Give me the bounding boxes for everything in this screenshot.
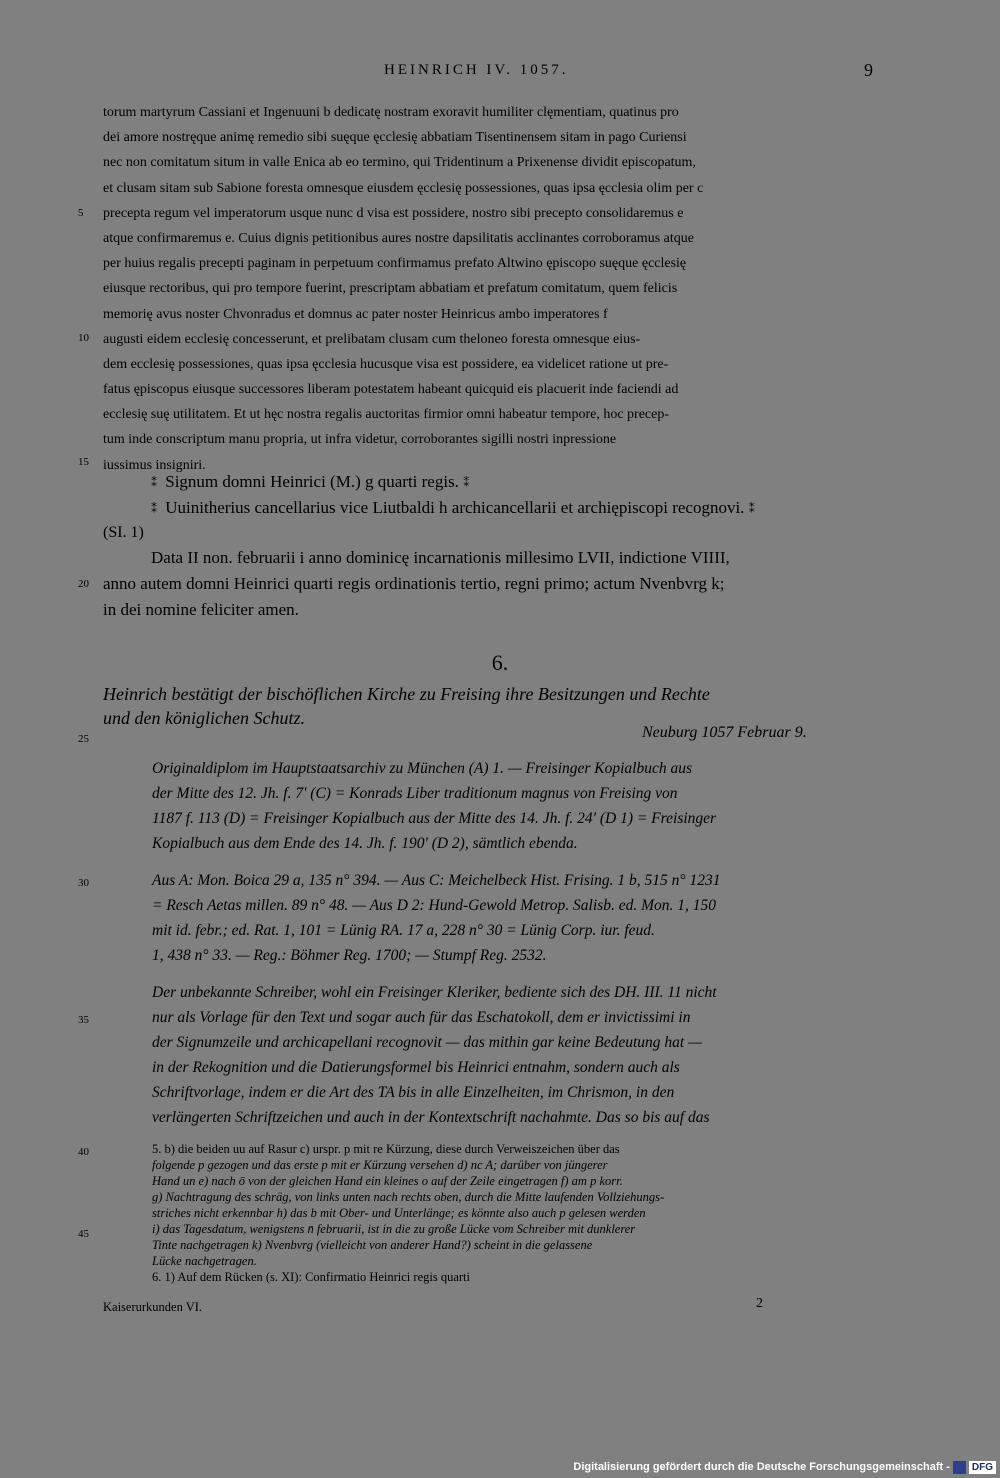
dfg-logo: DFG [969, 1461, 996, 1474]
paragraph-line: der Signumzeile und archicapellani recognovit — das mithin gar keine Bedeutung hat — [152, 1034, 702, 1051]
footer-signature: 2 [756, 1296, 763, 1311]
credit-text: Digitalisierung gefördert durch die Deutsche Forschungsgemeinschaft - [573, 1461, 950, 1473]
line-number: 15 [78, 456, 89, 468]
cross-mark-icon: ⁑ [463, 476, 469, 491]
dating-block [103, 548, 878, 626]
line-number: 25 [78, 733, 89, 745]
footnote-line: g) Nachtragung des schräg, von links unten nach rechts oben, durch die Mitte laufenden Vollziehungs- [152, 1190, 665, 1204]
text-line: precepta regum vel imperatorum usque nunc d visa est possidere, nostro sibi precepto consolidaremus e [103, 205, 684, 221]
paragraph-line: Kopialbuch aus dem Ende des 14. Jh. f. 190' (D 2), sämtlich ebenda. [152, 835, 578, 852]
text-line: et clusam sitam sub Sabione foresta omnesque eiusdem ęcclesię possessiones, quas ipsa ęcclesia olim per c [103, 180, 704, 196]
signum-line [103, 472, 883, 498]
dating-line: anno autem domni Heinrici quarti regis ordinationis tertio, regni primo; actum Nvenbvrg k; [103, 574, 725, 593]
credit-bar [569, 1456, 1000, 1478]
signum-block [103, 472, 883, 524]
text-line: ecclesię suę utilitatem. Et ut hęc nostra regalis auctoritas firmior omni habeatur tempore, hoc precep- [103, 407, 670, 423]
paragraph-line: 1187 f. 113 (D) = Freisinger Kopialbuch aus der Mitte des 14. Jh. f. 24' (D 1) = Freisinger [152, 810, 717, 827]
page-number: 9 [864, 60, 873, 80]
dating-line: in dei nomine feliciter amen. [103, 600, 299, 619]
text-line: eiusque rectoribus, qui pro tempore fuerint, prescriptam abbatiam et prefatum comitatum, quem felicis [103, 281, 678, 297]
text-line: tum inde conscriptum manu propria, ut infra videtur, corroborantes sigilli nostri inpressione [103, 432, 617, 448]
text-line: torum martyrum Cassiani et Ingenuuni b dedicatę nostram exoravit humiliter clęmentiam, quatinus pro [103, 105, 679, 120]
line-number: 40 [78, 1146, 89, 1158]
text-line: dei amore nostręque animę remedio sibi suęque ęcclesię abbatiam Tisentinensem sitam in pago Curiensi [103, 130, 687, 146]
commentary-paragraph [152, 984, 877, 1134]
paragraph-line: 1, 438 n° 33. — Reg.: Böhmer Reg. 1700; — Stumpf Reg. 2532. [152, 947, 547, 964]
line-number: 5 [78, 207, 84, 219]
line-number: 20 [78, 578, 89, 590]
line-number: 35 [78, 1014, 89, 1026]
charter-text [103, 100, 878, 478]
paragraph-line: Der unbekannte Schreiber, wohl ein Freisinger Kleriker, bediente sich des DH. III. 11 nicht [152, 984, 717, 1001]
recognition-line [103, 498, 883, 524]
footnote-line: Hand un e) nach ō von der gleichen Hand ein kleines o auf der Zeile eingetragen f) am p korr. [152, 1174, 623, 1188]
page-header [0, 62, 1000, 86]
running-title: HEINRICH IV. 1057. [384, 62, 569, 78]
line-number: 10 [78, 332, 89, 344]
cross-mark-icon: ⁑ [151, 476, 156, 491]
text-line: iussimus insigniri. [103, 457, 206, 473]
paragraph-line: verlängerten Schriftzeichen und auch in der Kontextschrift nachahmte. Das so bis auf das [152, 1109, 710, 1126]
seal-note: (SI. 1) [103, 524, 144, 541]
text-line: augusti eidem ecclesię concesserunt, et prelibatam clusam cum theloneo foresta omnesque eius- [103, 331, 641, 347]
line-number: 30 [78, 877, 89, 889]
footnote-line: i) das Tagesdatum, wenigstens n̄ februarii, ist in die zu große Lücke vom Schreiber mit dunklerer [152, 1222, 636, 1236]
footnote-line: striches nicht erkennbar h) das b mit Ober- und Unterlänge; es könnte also auch p gelesen werden [152, 1206, 646, 1220]
paragraph-line: Aus A: Mon. Boica 29 a, 135 n° 394. — Aus C: Meichelbeck Hist. Frising. 1 b, 515 n° 1231 [152, 872, 721, 889]
document-number: 6. [491, 650, 509, 675]
footnote-line: 5. b) die beiden uu auf Rasur c) urspr. p mit re Kürzung, diese durch Verweiszeichen über das [152, 1142, 620, 1156]
text-line: dem ecclesię possessiones, quas ipsa ęcclesia hucusque visa est possidere, ea videlicet ratione ut pre- [103, 356, 669, 372]
library-logo-icon [953, 1461, 966, 1474]
paragraph-line: Schriftvorlage, indem er die Art des TA bis in alle Einzelheiten, im Chrismon, in den [152, 1084, 675, 1101]
text-line: nec non comitatum situm in valle Enica ab eo termino, qui Tridentinum a Prixenense dividit episcopatum, [103, 155, 696, 171]
paragraph-line: = Resch Aetas millen. 89 n° 48. — Aus D 2: Hund-Gewold Metrop. Salisb. ed. Mon. 1, 150 [152, 897, 716, 914]
paragraph-line: Originaldiplom im Hauptstaatsarchiv zu München (A) 1. — Freisinger Kopialbuch aus [152, 760, 693, 777]
footnote-line: Lücke nachgetragen. [152, 1254, 257, 1268]
paragraph-line: mit id. febr.; ed. Rat. 1, 101 = Lünig RA. 17 a, 228 n° 30 = Lünig Corp. iur. feud. [152, 922, 655, 939]
footnote-line: 6. 1) Auf dem Rücken (s. XI): Confirmatio Heinrici regis quarti [152, 1270, 470, 1284]
text-line: fatus ępiscopus eiusque successores liberam potestatem habeant quicquid eis placuerit inde faciendi ad [103, 382, 679, 398]
text-line: per huius regalis precepti paginam in perpetuum confirmamus prefato Altwino ępiscopo suęque ęcclesię [103, 256, 687, 272]
dating-line: Data II non. februarii i anno dominicę incarnationis millesimo LVII, indictione VIIII, [151, 548, 730, 567]
regest-line: und den königlichen Schutz. [103, 708, 305, 728]
cross-mark-icon: ⁑ [748, 502, 754, 517]
paragraph-line: in der Rekognition und die Datierungsformel bis Heinrici entnahm, sondern auch als [152, 1059, 680, 1076]
cross-mark-icon: ⁑ [151, 502, 156, 517]
date-place: Neuburg 1057 Februar 9. [642, 724, 807, 741]
paragraph-line: der Mitte des 12. Jh. f. 7' (C) = Konrads Liber traditionum magnus von Freising von [152, 785, 678, 802]
footer-series: Kaiserurkunden VI. [103, 1300, 203, 1314]
recognition-text: Uuinitherius cancellarius vice Liutbaldi h archicancellarii et archiępiscopi recognovi. [165, 498, 745, 517]
regest-line: Heinrich bestätigt der bischöflichen Kirche zu Freising ihre Besitzungen und Rechte [103, 684, 710, 704]
text-line: memorię avus noster Chvonradus et domnus ac pater noster Heinricus ambo imperatores f [103, 306, 608, 322]
tradition-paragraph [152, 760, 877, 860]
line-number: 45 [78, 1228, 89, 1240]
editions-paragraph [152, 872, 877, 972]
footnote-line: folgende p gezogen und das erste p mit er Kürzung versehen d) nc A; darüber von jüngerer [152, 1158, 608, 1172]
text-line: atque confirmaremus e. Cuius dignis petitionibus aures nostre dapsilitatis acclinantes corroboramus atque [103, 230, 694, 246]
footnote-line: Tinte nachgetragen k) Nvenbvrg (vielleicht von anderer Hand?) scheint in die gelassene [152, 1238, 593, 1252]
signum-text: Signum domni Heinrici (M.) g quarti regis. [165, 472, 459, 491]
paragraph-line: nur als Vorlage für den Text und sogar auch für das Eschatokoll, dem er invictissimi in [152, 1009, 691, 1026]
footnotes [152, 1142, 877, 1286]
